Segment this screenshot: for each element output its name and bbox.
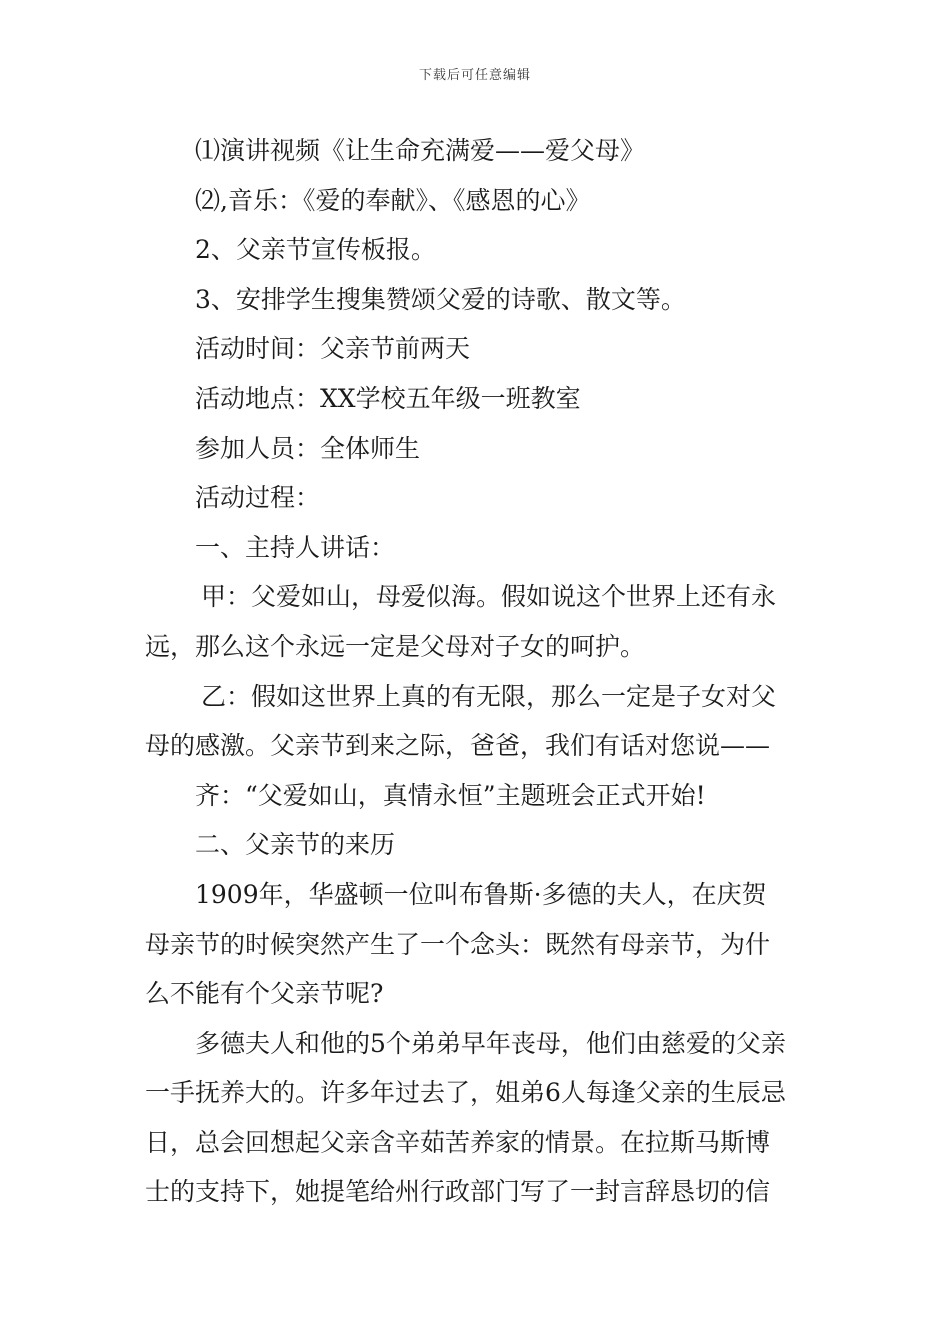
paragraph-line: 活动过程： [195, 483, 321, 513]
paragraph-line: 么不能有个父亲节呢? [145, 979, 384, 1009]
paragraph-line: 活动地点：XX学校五年级一班教室 [195, 383, 581, 413]
section-heading: 一、主持人讲话： [195, 532, 396, 562]
paragraph-line: 乙：假如这世界上真的有无限，那么一定是子女对父 [201, 681, 777, 711]
paragraph-line: 参加人员：全体师生 [195, 433, 421, 463]
paragraph-line: 2、父亲节宣传板报。 [195, 235, 436, 265]
paragraph-line: 多德夫人和他的5个弟弟早年丧母，他们由慈爱的父亲 [195, 1028, 786, 1058]
paragraph-line: 远，那么这个永远一定是父母对子女的呵护。 [145, 631, 646, 661]
page-header: 下载后可任意编辑 [418, 68, 531, 83]
paragraph-line: 母的感激。父亲节到来之际，爸爸，我们有话对您说—— [145, 731, 771, 761]
paragraph-line: 母亲节的时候突然产生了一个念头：既然有母亲节，为什 [145, 929, 771, 959]
paragraph-line: 活动时间：父亲节前两天 [195, 334, 471, 364]
paragraph-line: 齐：“父爱如山，真情永恒”主题班会正式开始! [195, 780, 706, 810]
paragraph-line: 日，总会回想起父亲含辛茹苦养家的情景。在拉斯马斯博 [145, 1127, 771, 1157]
paragraph-line: 甲：父爱如山，母爱似海。假如说这个世界上还有永 [201, 582, 777, 612]
paragraph-line: ⑴演讲视频《让生命充满爱——爱父母》 [195, 136, 646, 165]
paragraph-line: 士的支持下，她提笔给州行政部门写了一封言辞恳切的信 [145, 1177, 771, 1207]
paragraph-line: 1909年，华盛顿一位叫布鲁斯·多德的夫人，在庆贺 [195, 879, 767, 909]
document-body [145, 126, 807, 1217]
section-heading: 二、父亲节的来历 [195, 830, 396, 860]
paragraph-line: ⑵,音乐：《爱的奉献》、《感恩的心》 [195, 185, 591, 215]
paragraph-line: 一手抚养大的。许多年过去了，姐弟6人每逢父亲的生辰忌 [145, 1078, 786, 1108]
paragraph-line: 3、安排学生搜集赞颂父爱的诗歌、散文等。 [195, 284, 686, 314]
